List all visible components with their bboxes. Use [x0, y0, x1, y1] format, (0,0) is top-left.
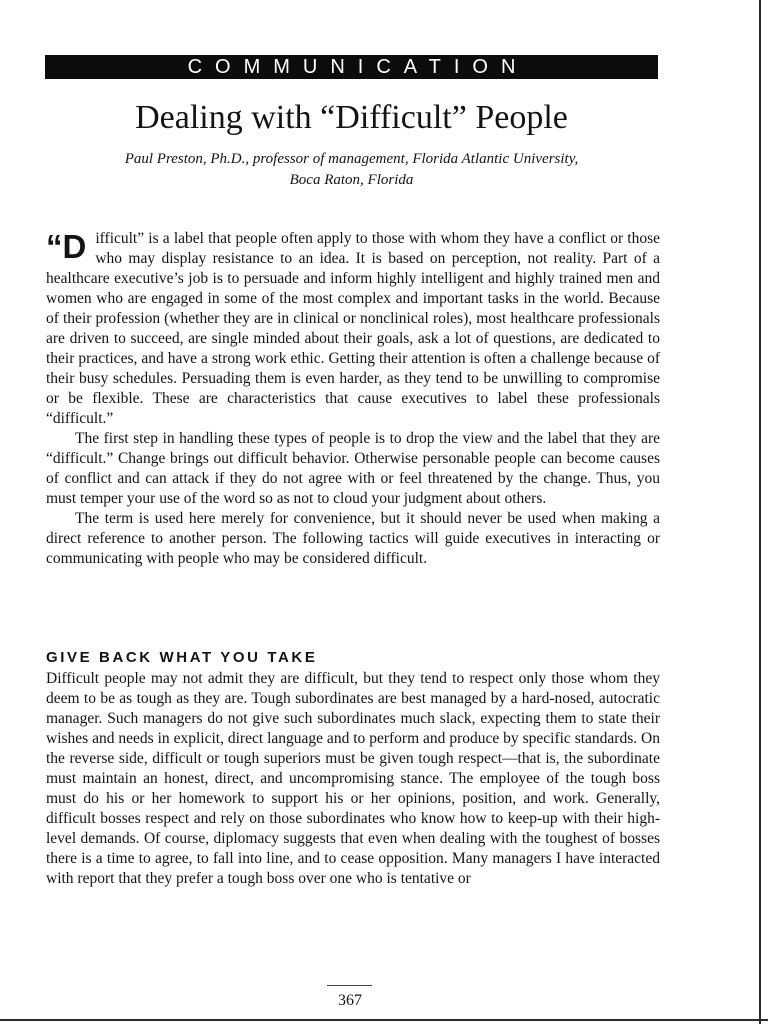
intro-section [46, 229, 660, 569]
section-2-paragraph-1: Difficult people may not admit they are difficult, but they tend to respect only those whom they deem to be as tough as they are. Tough subordinates are best managed by a hard-nosed, autocratic manager. Such managers do not give such subordinates much slack, expecting them to state their wishes and needs in explicit, direct language and to perform and produce by specific standards. On the reverse side, difficult or tough superiors must be given tough respect—that is, the subordinate must maintain an honest, direct, and uncompromising stance. The employee of the tough boss must do his or her homework to support his or her opinions, position, and work. Generally, difficult bosses respect and rely on those subordinates who know how to keep-up with their high-level demands. Of course, diplomacy suggests that even when dealing with the toughest of bosses there is a time to agree, to fall into line, and to cease opposition. Many managers I have interacted with report that they prefer a tough boss over one who is tentative or [46, 670, 660, 887]
intro-paragraph-2: The first step in handling these types of people is to drop the view and the label that they are “difficult.” Change brings out difficult behavior. Otherwise personable people can become causes of conflict and can attack if they do not agree with or feel threatened by the change. Thus, you must temper your use of the word so as not to cloud your judgment about others. [46, 430, 660, 507]
byline-line-2: Boca Raton, Florida [289, 172, 414, 188]
page-number: 367 [338, 992, 362, 1009]
intro-paragraph-1 [46, 229, 660, 429]
page-number-rule [327, 985, 372, 986]
section-2-body [46, 669, 660, 889]
byline-line-1: Paul Preston, Ph.D., professor of management, Florida Atlantic University, [124, 151, 579, 167]
drop-cap: “D [46, 228, 87, 265]
article-title: Dealing with “Difficult” People [135, 99, 568, 136]
byline [60, 149, 643, 191]
page-edge-bottom [0, 1019, 768, 1021]
intro-paragraph-1-text: ifficult” is a label that people often apply to those with whom they have a conflict or those who may display resistance to an idea. It is based on perception, not reality. Part of a healthcare executive’s job is to persuade and inform highly intelligent and highly trained men and women who are engaged in some of the most complex and important tasks in the world. Because of their profession (whether they are in clinical or nonclinical roles), most healthcare professionals are driven to succeed, are single minded about their goals, ask a lot of questions, are dedicated to their practices, and have a strong work ethic. Getting their attention is often a challenge because of their busy schedules. Persuading them is even harder, as they tend to be unwilling to compromise or be flexible. These are characteristics that cause executives to label these professionals “difficult.” [46, 230, 660, 427]
intro-paragraph-3: The term is used here merely for convenience, but it should never be used when making a direct reference to another person. The following tactics will guide executives in interacting or communicating with people who may be considered difficult. [46, 510, 660, 567]
section-banner: COMMUNICATION [45, 55, 658, 79]
section-heading: GIVE BACK WHAT YOU TAKE [46, 649, 318, 666]
page-edge-right [759, 0, 761, 1024]
